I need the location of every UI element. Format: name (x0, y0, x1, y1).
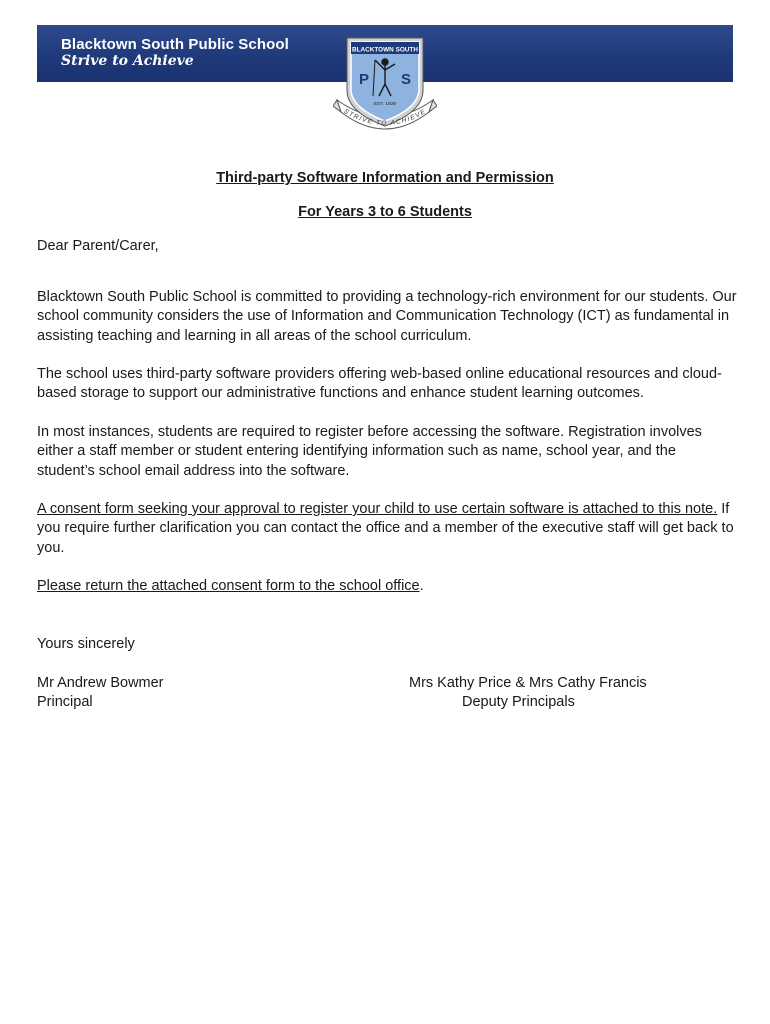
deputies-role: Deputy Principals (462, 694, 575, 711)
crest-est: EST. 1926 (373, 102, 397, 107)
principal-role: Principal (37, 694, 93, 711)
school-motto: Strive to Achieve (61, 53, 194, 69)
crest-scroll-text: STRIVE TO ACHIEVE (342, 107, 428, 128)
paragraph-software-providers: The school uses third-party software providers offering web-based online educational resources and cloud-based storage to support our administrative functions and enhance student learning outcomes. (37, 366, 722, 402)
consent-notice-rest: If you require further clarification you can contact the office and a member of the executive staff will get back to you. (37, 501, 734, 556)
return-form-underlined: Please return the attached consent form to the school office (37, 578, 420, 594)
principal-name: Mr Andrew Bowmer (37, 675, 164, 691)
signature-principal (37, 674, 164, 713)
school-name: Blacktown South Public School (61, 36, 289, 53)
school-crest-logo (333, 34, 437, 138)
deputies-name: Mrs Kathy Price & Mrs Cathy Francis (409, 675, 647, 691)
paragraph-return-form (37, 577, 737, 596)
closing: Yours sincerely (37, 636, 135, 652)
paragraph-intro: Blacktown South Public School is committed to providing a technology-rich environment for our students. Our school community considers the use of Information and Communication Technology (ICT) as fundamental in assisting teaching and learning in all areas of the school curriculum. (37, 289, 737, 344)
paragraph-registration: In most instances, students are required to register before accessing the software. Registration involves either a staff member or student entering identifying information such as name, school year, and the student’s school email address into the software. (37, 424, 702, 479)
paragraph-consent (37, 500, 737, 558)
crest-top-text: BLACKTOWN SOUTH (352, 46, 418, 54)
return-form-period: . (419, 578, 424, 594)
signature-deputies (409, 674, 647, 713)
crest-letter-s: S (400, 71, 412, 88)
consent-notice-underlined: A consent form seeking your approval to register your child to use certain software is attached to this note. (37, 501, 718, 517)
salutation: Dear Parent/Carer, (37, 238, 159, 254)
document-title: Third-party Software Information and Permission (216, 170, 554, 186)
crest-letter-p: P (358, 71, 370, 88)
document-subtitle: For Years 3 to 6 Students (298, 204, 472, 220)
